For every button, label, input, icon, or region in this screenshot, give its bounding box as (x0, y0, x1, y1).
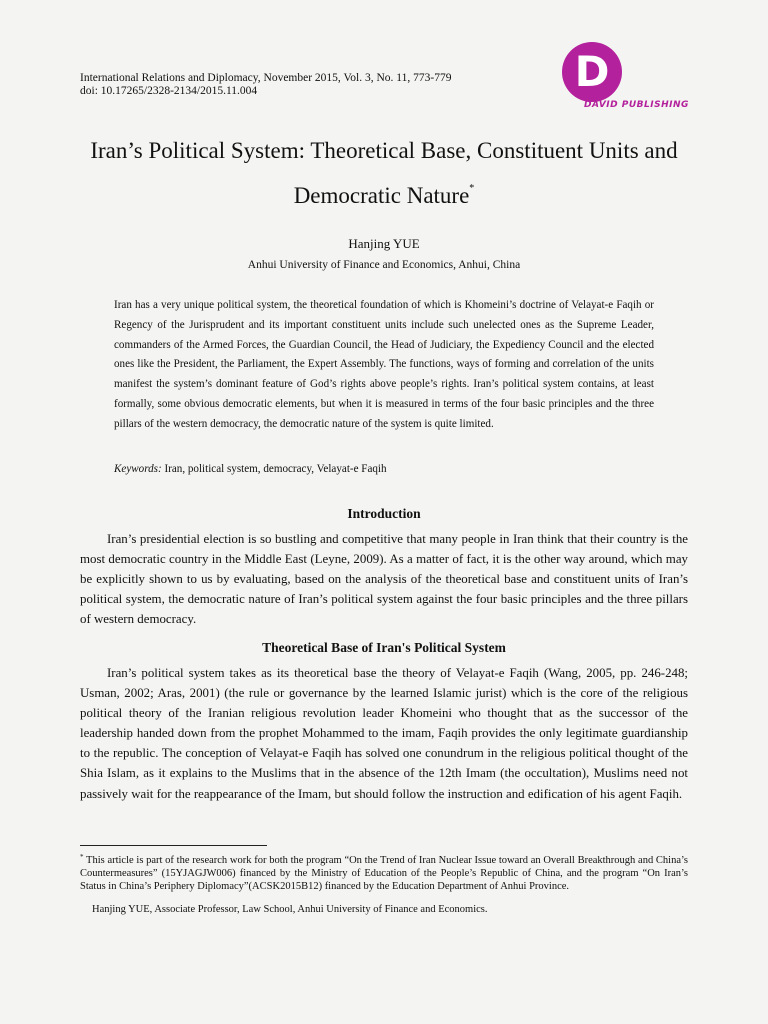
footnote-rule (80, 845, 267, 846)
title-line-1: Iran’s Political System: Theoretical Base, Constituent Units and (90, 138, 678, 163)
keywords-text: Iran, political system, democracy, Velayat-e Faqih (164, 463, 387, 475)
title-line-2-text: Democratic Nature (293, 183, 470, 208)
journal-citation: International Relations and Diplomacy, November 2015, Vol. 3, No. 11, 773-779 (80, 72, 452, 84)
paper-title (40, 132, 728, 215)
section-heading-theoretical-base: Theoretical Base of Iran's Political System (262, 640, 506, 655)
publisher-logo (556, 38, 692, 108)
footnote-1-text: This article is part of the research work for both the program “On the Trend of Iran Nuclear Issue toward an Overall Breakthrough and China’s Countermeasures” (15YJAGJW006) financed by the Ministry of Education of the People’s Republic of China, and the program “On Iran’s Status in China’s Periphery Diplomacy”(ACSK2015B12) financed by the Education Department of Anhui Province. (80, 855, 689, 892)
logo-letter: D (574, 47, 610, 96)
section-body-theoretical-base: Iran’s political system takes as its theoretical base the theory of Velayat-e Faqih (Wang, 2005, pp. 246-248; Usman, 2002; Aras, 2001) (the rule or governance by the learned Islamic jurist) which is the core of the religious political theory of the Iranian religious revolution leader Khomeini who thought that as the successor of the leadership handed down from the prophet Mohammed to the imam, Faqih provides the only legitimate guardianship to the republic. The conception of Velayat-e Faqih has solved one conundrum in the religious political thought of the Shia Islam, as it explains to the Muslims that in the absence of the 12th Imam (the occultation), Muslims need not passively wait for the reappearance of the Imam, but should follow the instruction and edification of his agent Faqih. (80, 666, 688, 801)
title-footnote-mark: * (469, 183, 475, 194)
footnote-1-mark: * (80, 853, 84, 861)
keywords-label: Keywords: (114, 463, 162, 475)
journal-doi: doi: 10.17265/2328-2134/2015.11.004 (80, 85, 258, 97)
title-line-2 (40, 170, 728, 215)
keywords (114, 463, 387, 475)
footnote-1 (80, 851, 688, 894)
footnote-2: Hanjing YUE, Associate Professor, Law School, Anhui University of Finance and Economics. (92, 904, 488, 915)
journal-header (80, 72, 451, 98)
author-affiliation: Anhui University of Finance and Economics, Anhui, China (247, 259, 521, 271)
publisher-name: DAVID PUBLISHING (584, 100, 689, 108)
section-heading-introduction: Introduction (347, 506, 421, 521)
author-name: Hanjing YUE (348, 236, 420, 251)
abstract: Iran has a very unique political system, the theoretical foundation of which is Khomeini’s doctrine of Velayat-e Faqih or Regency of the Jurisprudent and its important constituent units include such unelected ones as the Supreme Leader, commanders of the Armed Forces, the Guardian Council, the Head of Judiciary, the Expediency Council and the elected ones like the President, the Parliament, the Expert Assembly. The functions, ways of forming and correlation of the units manifest the system’s dominant feature of God’s rights above people’s rights. Iran’s political system contains, at least formally, some obvious democratic elements, but when it is measured in terms of the four basic principles and the three pillars of the western democracy, the democratic nature of the system is quite limited. (114, 299, 654, 430)
section-body-introduction: Iran’s presidential election is so bustling and competitive that many people in Iran think that their country is the most democratic country in the Middle East (Leyne, 2009). As a matter of fact, it is the other way around, which may be explicitly shown to us by evaluating, based on the analysis of the theoretical base and constituent units of Iran’s political system, the democratic nature of Iran’s political system against the four basic principles and the three pillars of western democracy. (80, 532, 688, 627)
